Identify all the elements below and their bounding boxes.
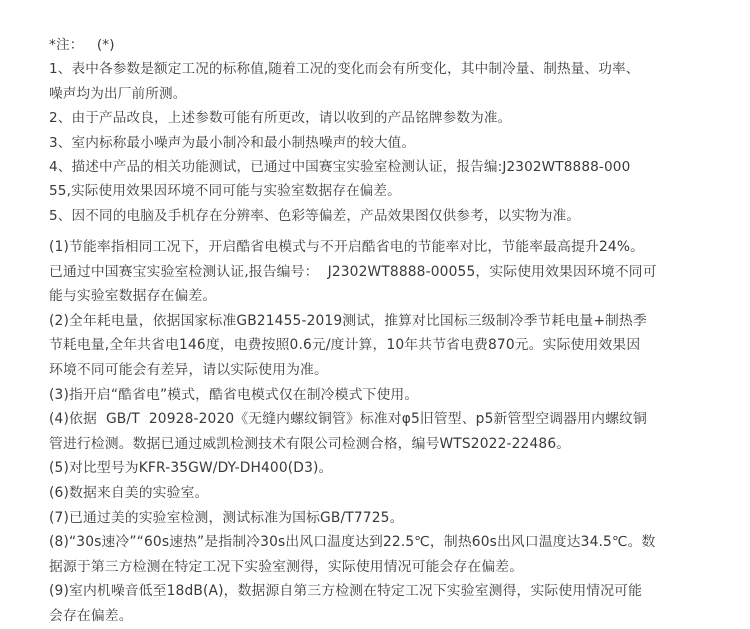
footnote-4-line-2: 管进行检测。数据已通过威凯检测技术有限公司检测合格，编号WTS2022-22486。 <box>49 435 571 452</box>
footnote-9-line-2: 会存在偏差。 <box>49 607 133 624</box>
note-1-line-1: 1、表中各参数是额定工况的标称值,随着工况的变化而会有所变化，其中制冷量、制热量、功率、 <box>49 61 640 78</box>
footnote-3: (3)指开启“酷省电”模式，酷省电模式仅在制冷模式下使用。 <box>49 386 419 403</box>
footnote-8-line-1: (8)“30s速冷”“60s速热”是指制冷30s出风口温度达到22.5℃，制热60s出风口温度达34.5℃。数 <box>49 534 656 551</box>
footnote-4-line-1: (4)依据 GB/T 20928-2020《无缝内螺纹铜管》标准对φ5旧管型、p5新管型空调器用内螺纹铜 <box>49 411 647 428</box>
footnote-2-line-1: (2)全年耗电量，依据国家标准GB21455-2019测试，推算对比国标三级制冷季节耗电量+制热季 <box>49 312 647 329</box>
footnote-1-line-1: (1)节能率指相同工况下，开启酷省电模式与不开启酷省电的节能率对比，节能率最高提升24%。 <box>49 239 645 255</box>
note-5: 5、因不同的电脑及手机存在分辨率、色彩等偏差，产品效果图仅供参考，以实物为准。 <box>49 207 581 224</box>
footnote-1-line-3: 能与实验室数据存在偏差。 <box>49 288 217 305</box>
note-4-line-1: 4、描述中产品的相关功能测试，已通过中国赛宝实验室检测认证，报告编:J2302WT8888-000 <box>49 159 631 176</box>
footnote-8-line-2: 据源于第三方检测在特定工况下实验室测得，实际使用情况可能会存在偏差。 <box>49 558 524 575</box>
note-4-line-2: 55,实际使用效果因环境不同可能与实验室数据存在偏差。 <box>49 183 401 200</box>
footnote-5: (5)对比型号为KFR-35GW/DY-DH400(D3)。 <box>49 460 333 477</box>
footnote-7: (7)已通过美的实验室检测，测试标准为国标GB/T7725。 <box>49 509 404 526</box>
footnote-2-line-3: 环境不同可能会有差异，请以实际使用为准。 <box>49 361 328 378</box>
footnote-9-line-1: (9)室内机噪音低至18dB(A)，数据源自第三方检测在特定工况下实验室测得，实际使用情况可能 <box>49 583 643 600</box>
footnote-6: (6)数据来自美的实验室。 <box>49 484 209 501</box>
notes-heading: *注： (*) <box>49 37 115 53</box>
footnotes-section <box>49 235 739 629</box>
footnote-2-line-2: 节耗电量,全年共省电146度，电费按照0.6元/度计算，10年共节省电费870元。实际使用效果因 <box>49 337 641 354</box>
note-3: 3、室内标称最小噪声为最小制冷和最小制热噪声的较大值。 <box>49 134 416 151</box>
notes-section <box>49 33 729 228</box>
note-2: 2、由于产品改良，上述参数可能有所更改，请以收到的产品铭牌参数为准。 <box>49 110 512 127</box>
footnote-1-line-2: 已通过中国赛宝实验室检测认证,报告编号： J2302WT8888-00055，实际使用效果因环境不同可 <box>49 263 657 280</box>
note-1-line-2: 噪声均为出厂前所测。 <box>49 85 187 102</box>
